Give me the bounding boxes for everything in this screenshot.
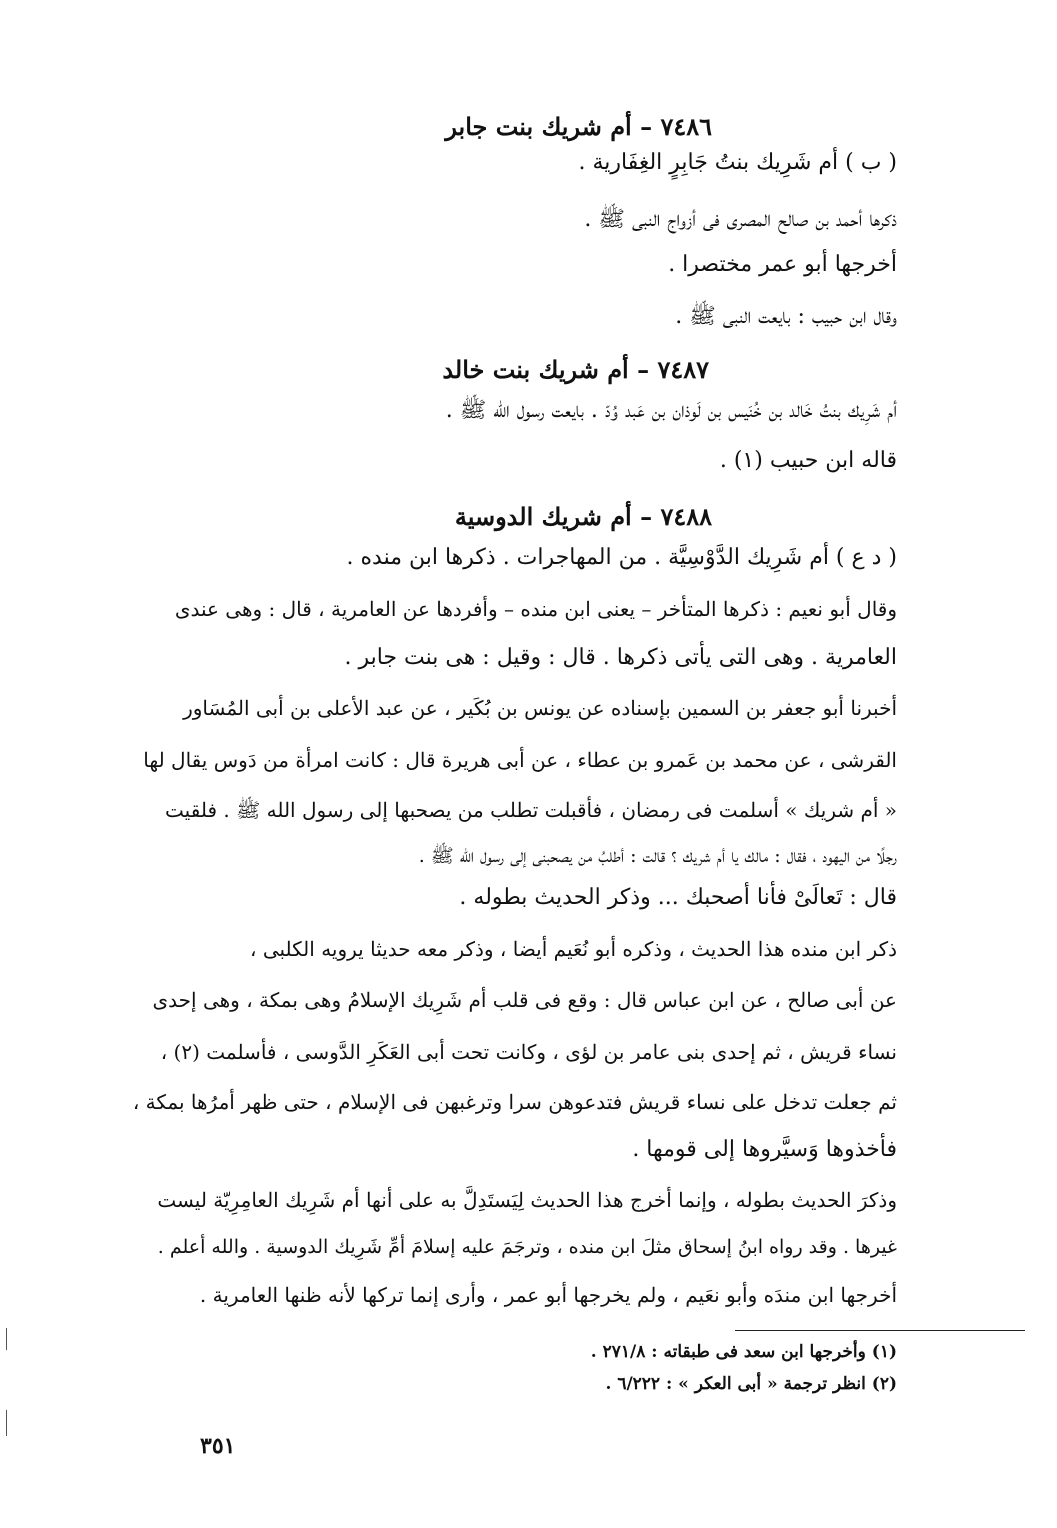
text-line: أخرجها ابن مندَه وأبو نعَيم ، ولم يخرجها أبو عمر ، وأرى إنما تركها لأنه ظنها العامرية . — [199, 1283, 897, 1307]
page-number: ٣٥١ — [200, 1433, 236, 1459]
text-line: العامرية . وهى التى يأتى ذكرها . قال : وقيل : هى بنت جابر . — [344, 645, 897, 670]
footnote-divider — [735, 1330, 1025, 1331]
text-line: وقال أبو نعيم : ذكرها المتأخر – يعنى ابن منده – وأفردها عن العامرية ، قال : وهى عندى — [174, 597, 897, 621]
text-line: ذكر ابن منده هذا الحديث ، وذكره أبو نُعَيم أيضا ، وذكر معه حديثا يرويه الكلبى ، — [250, 937, 897, 961]
text-line: قاله ابن حبيب (١) . — [719, 448, 897, 473]
text-line: أخبرنا أبو جعفر بن السمين بإسناده عن يونس بن بُكَير ، عن عبد الأعلى بن أبى المُسَاور — [183, 696, 897, 720]
text-line: « أم شريك » أسلمت فى رمضان ، فأقبلت تطلب من يصحبها إلى رسول الله ﷺ . فلقيت — [165, 798, 897, 822]
footnote: (٢) انظر ترجمة « أبى العكر » : ٦/٢٢٢ . — [605, 1374, 897, 1394]
text-line: قال : تَعالَىْ فأنا أصحبك ... وذكر الحديث بطوله . — [459, 885, 897, 910]
entry-title-7486: ٧٤٨٦ – أم شريك بنت جابر — [445, 112, 712, 141]
entry-title-7487: ٧٤٨٧ – أم شريك بنت خالد — [442, 355, 709, 384]
text-line: وذكرَ الحديث بطوله ، وإنما أخرج هذا الحديث لِيَستَدِلَّ به على أنها أم شَرِيك العامِرِيّة ليست — [157, 1188, 897, 1212]
margin-mark — [6, 1328, 7, 1350]
text-line: ( د ع ) أم شَرِيك الدَّوْسِيَّة . من المهاجرات . ذكرها ابن منده . — [346, 545, 897, 570]
text-line: فأخذوها وَسيَّروها إلى قومها . — [632, 1137, 897, 1162]
text-line: أم شَرِيك بنتُ خَالد بن خُنَيس بن لَوذان بن عَبد وُدّ . بايعت رسول الله ﷺ . — [445, 398, 897, 423]
text-line: ذكرها أحمد بن صالح المصرى فى أزواج النبى ﷺ . — [584, 207, 897, 232]
footnote: (١) وأخرجها ابن سعد فى طبقاته : ٢٧١/٨ . — [590, 1342, 897, 1362]
text-line: رجلًا من اليهود ، فقال : مالك يا أم شريك ؟ قالت : أطلبُ من يصحبنى إلى رسول الله ﷺ . — [418, 845, 897, 867]
text-line: ثم جعلت تدخل على نساء قريش فتدعوهن سرا وترغبهن فى الإسلام ، حتى ظهر أمرُها بمكة ، — [132, 1090, 897, 1114]
text-line: ( ب ) أم شَرِيك بنتُ جَابِرٍ الغِفَارية . — [578, 150, 897, 175]
text-line: غيرها . وقد رواه ابنُ إسحاق مثلَ ابن منده ، وترجَمَ عليه إسلامَ أمِّ شَرِيك الدوسية . والله أعلم . — [157, 1236, 897, 1258]
text-line: وقال ابن حبيب : بايعت النبى ﷺ . — [675, 304, 897, 329]
margin-mark — [6, 1410, 7, 1436]
text-line: عن أبى صالح ، عن ابن عباس قال : وقع فى قلب أم شَرِيك الإسلامُ وهى بمكة ، وهى إحدى — [152, 988, 897, 1012]
text-line: القرشى ، عن محمد بن عَمرو بن عطاء ، عن أبى هريرة قال : كانت امرأة من دَوس يقال لها — [143, 748, 897, 772]
entry-title-7488: ٧٤٨٨ – أم شريك الدوسية — [454, 502, 712, 531]
text-line: أخرجها أبو عمر مختصرا . — [668, 252, 897, 277]
text-line: نساء قريش ، ثم إحدى بنى عامر بن لؤى ، وكانت تحت أبى العَكَرِ الدَّوسى ، فأسلمت (٢) ، — [160, 1040, 897, 1064]
